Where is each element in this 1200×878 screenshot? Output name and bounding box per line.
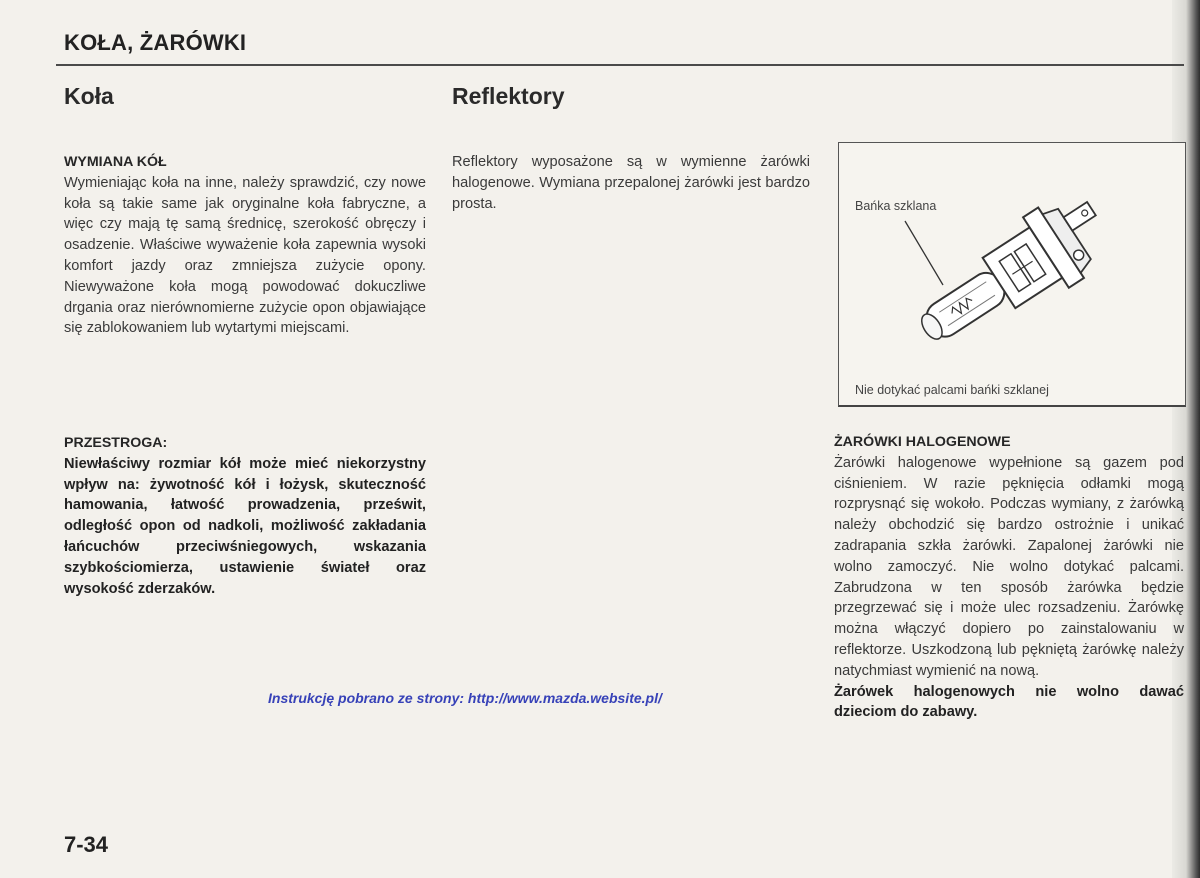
wymiana-kol-heading: WYMIANA KÓŁ <box>64 154 167 170</box>
reflektory-text: Reflektory wyposażone są w wymienne żarówki halogenowe. Wymiana przepalonej żarówki jest bardzo prosta. <box>452 154 810 212</box>
zarowki-halogenowe-section <box>834 432 1184 723</box>
wymiana-kol-section <box>64 152 426 339</box>
halogen-bulb-illustration <box>839 143 1185 405</box>
halogen-bulb-figure <box>838 142 1186 407</box>
kola-title: Koła <box>64 83 114 109</box>
section-title: KOŁA, ŻARÓWKI <box>64 30 247 55</box>
przestroga-text: Niewłaściwy rozmiar kół może mieć niekorzystny wpływ na: żywotność kół i łożysk, skuteczność hamowania, łatwość prowadzenia, prześwit, odległość opon od nadkoli, możliwość zakładania łańcuchów przeciwśniegowych, wskazania szybkościomierza, ustawienie świateł oraz wysokość zderzaków. <box>64 455 426 597</box>
zarowki-halogenowe-text: Żarówki halogenowe wypełnione są gazem pod ciśnieniem. W razie pęknięcia odłamki mogą rozprysnąć się wokoło. Podczas wymiany, z żarówką należy obchodzić się bardzo ostrożnie i unikać zadrapania szkła żarówki. Zapalonej żarówki nie wolno zamoczyć. Nie wolno dotykać palcami. Zabrudzona w ten sposób żarówka będzie przegrzewać się i może ulec rozsadzeniu. Żarówkę można włączyć dopiero po zainstalowaniu w reflektorze. Uszkodzoną lub pękniętą żarówkę należy natychmiast wymienić na nową. <box>834 454 1184 679</box>
przestroga-section <box>64 433 426 599</box>
page-number: 7-34 <box>64 832 109 857</box>
source-link[interactable]: Instrukcję pobrano ze strony: http://www.mazda.website.pl/ <box>268 690 662 706</box>
przestroga-heading: PRZESTROGA: <box>64 435 168 451</box>
wymiana-kol-text: Wymieniając koła na inne, należy sprawdzić, czy nowe koła są takie same jak oryginalne koła fabryczne, a więc czy mają tę samą średnicę, szerokość obręczy i osadzenie. Właściwe wyważenie koła zapewnia wysoki komfort jazdy oraz zmniejsza zużycie opony. Niewyważone koła mogą powodować dokuczliwe drgania oraz nierównomierne zużycie opon objawiające się zablokowaniem lub wytartymi miejscami. <box>64 174 426 337</box>
figure-callout-label: Bańka szklana <box>855 199 937 213</box>
zarowki-warning-text: Żarówek halogenowych nie wolno dawać dzieciom do zabawy. <box>834 683 1184 721</box>
header-rule <box>56 64 1184 66</box>
zarowki-halogenowe-heading: ŻARÓWKI HALOGENOWE <box>834 434 1011 450</box>
reflektory-section <box>452 152 810 214</box>
figure-caption: Nie dotykać palcami bańki szklanej <box>855 383 1049 397</box>
reflektory-title: Reflektory <box>452 83 565 109</box>
